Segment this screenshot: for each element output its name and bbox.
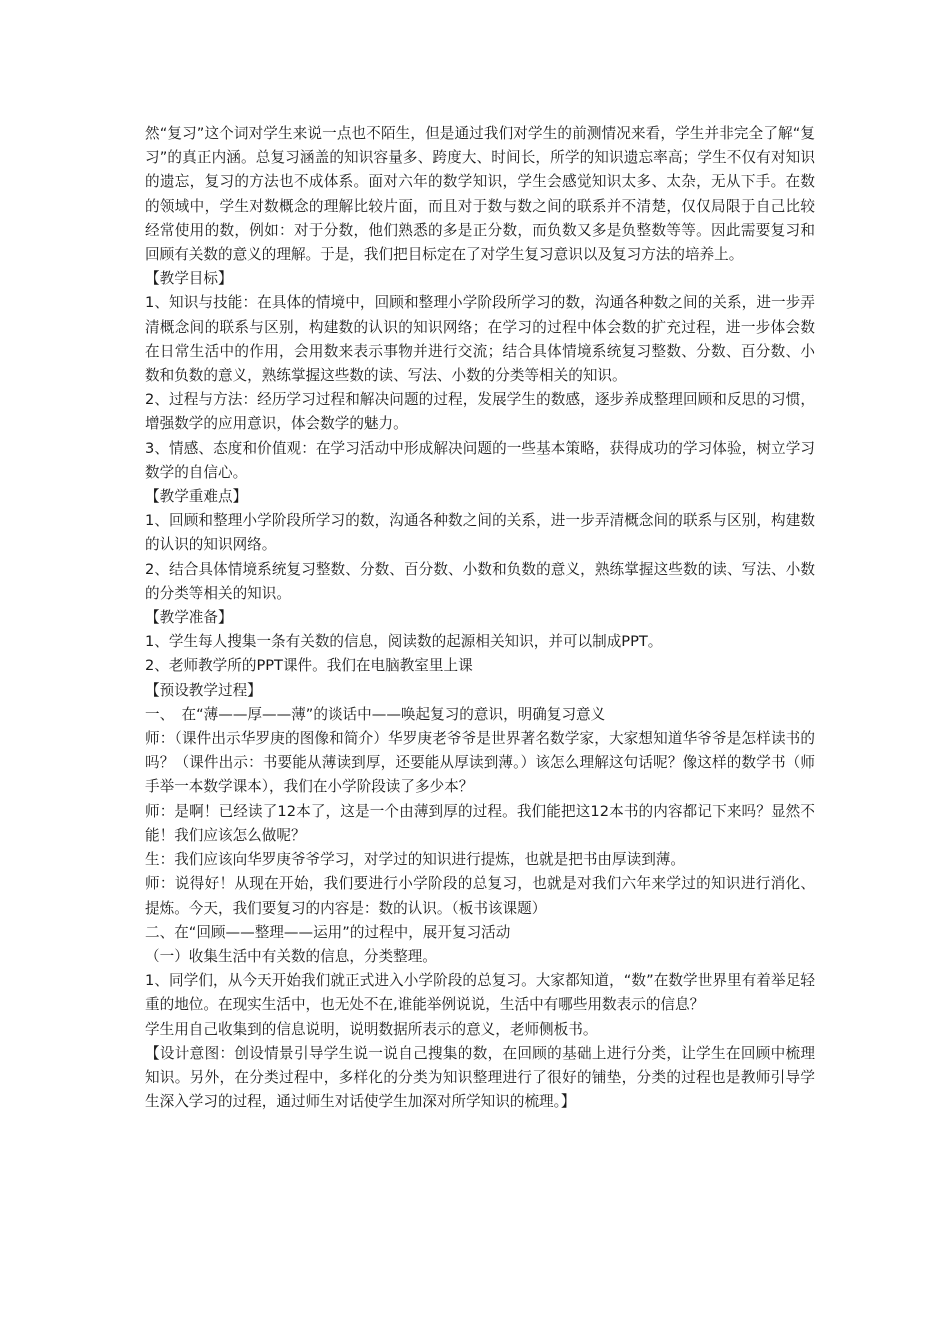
- dialogue-paragraph: 生：我们应该向华罗庚爷爷学习，对学过的知识进行提炼，也就是把书由厚读到薄。: [145, 851, 685, 869]
- section-heading-key-points: 【教学重难点】: [145, 488, 248, 506]
- intro-paragraph: 然“复习”这个词对学生来说一点也不陌生，但是通过我们对学生的前测情况来看，学生并非完全了解“复习”的真正内涵。总复习涵盖的知识容量多、跨度大、时间长，所学的知识遗忘率高；学生不仅有对知识的遗忘，复习的方法也不成体系。面对六年的数学知识，学生会感觉知识太多、太杂，无从下手。在数的领域中，学生对数概念的理解比较片面，而且对于数与数之间的联系并不清楚，仅仅局限于自己比较经常使用的数，例如：对于分数，他们熟悉的多是正分数，而负数又多是负整数等等。因此需要复习和回顾有关数的意义的理解。于是，我们把目标定在了对学生复习意识以及复习方法的培养上。: [145, 125, 815, 264]
- activity-paragraph: 学生用自己收集到的信息说明，说明数据所表示的意义，老师侧板书。: [145, 1020, 598, 1038]
- section-heading-preparation: 【教学准备】: [145, 609, 233, 627]
- objective-item: 1、知识与技能：在具体的情境中，回顾和整理小学阶段所学习的数，沟通各种数之间的关系，进一步弄清概念间的联系与区别，构建数的认识的知识网络；在学习的过程中体会数的扩充过程，进一步体会数在日常生活中的作用，会用数来表示事物并进行交流；结合具体情境系统复习整数、分数、百分数、小数和负数的意义，熟练掌握这些数的读、写法、小数的分类等相关的知识。: [145, 294, 815, 385]
- dialogue-paragraph: 师：是啊！已经读了12本了，这是一个由薄到厚的过程。我们能把这12本书的内容都记下来吗？显然不能！我们应该怎么做呢？: [145, 802, 815, 844]
- dialogue-paragraph: 师：（课件出示华罗庚的图像和简介）华罗庚老爷爷是世界著名数学家，大家想知道华爷爷是怎样读书的吗？（课件出示：书要能从薄读到厚，还要能从厚读到薄。）该怎么理解这句话呢？像这样的数学书（师手举一本数学课本），我们在小学阶段读了多少本？: [145, 730, 815, 796]
- section-heading-objectives: 【教学目标】: [145, 270, 233, 288]
- section-heading-process: 【预设教学过程】: [145, 681, 262, 699]
- objective-item: 3、情感、态度和价值观：在学习活动中形成解决问题的一些基本策略，获得成功的学习体验，树立学习数学的自信心。: [145, 439, 815, 481]
- key-point-item: 2、结合具体情境系统复习整数、分数、百分数、小数和负数的意义，熟练掌握这些数的读、写法、小数的分类等相关的知识。: [145, 560, 815, 602]
- design-intent-note: 【设计意图：创设情景引导学生说一说自己搜集的数，在回顾的基础上进行分类，让学生在回顾中梳理知识。另外，在分类过程中，多样化的分类为知识整理进行了很好的铺垫，分类的过程也是教师引导学生深入学习的过程，通过师生对话使学生加深对所学知识的梳理。】: [145, 1044, 815, 1111]
- preparation-item: 1、学生每人搜集一条有关数的信息，阅读数的起源相关知识，并可以制成PPT。: [145, 633, 663, 651]
- key-point-item: 1、回顾和整理小学阶段所学习的数，沟通各种数之间的关系，进一步弄清概念间的联系与区别，构建数的认识的知识网络。: [145, 512, 815, 554]
- process-step-heading: 一、 在“薄——厚——薄”的谈话中——唤起复习的意识，明确复习意义: [145, 705, 606, 723]
- sub-step-heading: （一）收集生活中有关数的信息，分类整理。: [145, 947, 437, 965]
- document-body: [145, 122, 815, 1114]
- objective-item: 2、过程与方法：经历学习过程和解决问题的过程，发展学生的数感，逐步养成整理回顾和反思的习惯，增强数学的应用意识，体会数学的魅力。: [145, 391, 815, 433]
- activity-paragraph: 1、同学们，从今天开始我们就正式进入小学阶段的总复习。大家都知道，“数”在数学世界里有着举足轻重的地位。在现实生活中，也无处不在,谁能举例说说，生活中有哪些用数表示的信息？: [145, 972, 815, 1014]
- preparation-item: 2、老师教学所的PPT课件。我们在电脑教室里上课: [145, 657, 473, 675]
- process-step-heading: 二、在“回顾——整理——运用”的过程中，展开复习活动: [145, 923, 511, 941]
- dialogue-paragraph: 师：说得好！从现在开始，我们要进行小学阶段的总复习，也就是对我们六年来学过的知识进行消化、提炼。今天，我们要复习的内容是：数的认识。（板书该课题）: [145, 875, 815, 917]
